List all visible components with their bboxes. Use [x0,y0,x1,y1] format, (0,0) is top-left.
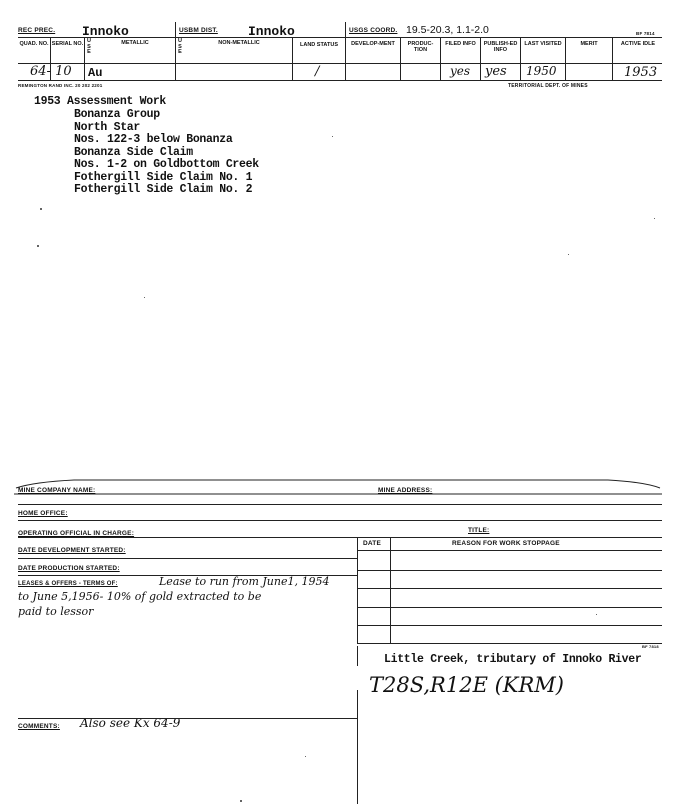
prod-started-label: DATE PRODUCTION STARTED: [18,565,120,572]
stray-mark [240,800,242,802]
col-active-idle: ACTIVE IDLE [620,41,656,47]
stray-mark [40,208,42,210]
usbm-dist-value: Innoko [248,24,295,39]
col-land-status: LAND STATUS [300,42,338,48]
metallic-value: Au [88,66,103,80]
col-published-info: PUBLISH-ED INFO [483,41,518,53]
table-row [357,550,662,551]
col-quad-no: QUAD. NO. [19,41,49,47]
leases-label: LEASES & OFFERS - TERMS OF: [18,581,118,587]
body-title: 1953 Assessment Work [34,95,167,108]
mine-address-label: MINE ADDRESS: [378,487,433,494]
col-production: PRODUC-TION [407,41,434,53]
table-row [357,625,662,626]
form-number-2: BF 7818 [642,644,659,649]
rec-prec-value: Innoko [82,24,129,39]
divider [18,520,662,521]
list-item: Bonanza Group [74,108,160,121]
table-row [357,607,662,608]
printer-note: REMINGTON RAND INC. 20 202 2201 [18,83,103,88]
form-divider [357,646,358,666]
leases-line-1: Lease to run from June1, 1954 [159,575,330,588]
last-visited-value: 1950 [526,64,557,78]
usgs-coord-label: USGS COORD. [349,27,398,34]
form-top-border [14,476,662,496]
table-divider [390,537,391,644]
stray-mark [596,614,597,615]
stray-mark [568,254,569,255]
divider [18,558,357,559]
table-row [357,588,662,589]
col-use-code-nonmetallic: U S E [178,38,182,55]
township-note: T28S,R12E (KRM) [369,673,564,697]
land-status-value: / [315,64,320,79]
col-filed-info: FILED INFO [445,41,476,47]
operating-official-label: OPERATING OFFICIAL IN CHARGE: [18,530,135,537]
quad-serial-value: 64- 10 [30,64,72,79]
title-label: TITLE: [468,527,490,534]
usgs-coord-value: 19.5-20.3, 1.1-2.0 [406,24,489,36]
form-number: BF 7814 [636,31,655,36]
divider [18,504,662,505]
department-label: TERRITORIAL DEPT. OF MINES [508,83,588,89]
active-idle-value: 1953 [624,65,658,80]
reason-column-header: REASON FOR WORK STOPPAGE [452,540,560,547]
list-item: North Star [74,120,141,134]
home-office-label: HOME OFFICE: [18,510,68,517]
divider [18,537,662,538]
col-development: DEVELOP-MENT [351,41,395,47]
list-item: Fothergill Side Claim No. 1 [74,170,253,184]
col-serial-no: SERIAL NO. [51,41,84,47]
col-non-metallic: NON-METALLIC [218,40,260,46]
mine-company-label: MINE COMPANY NAME: [18,487,96,494]
col-merit: MERIT [580,41,598,47]
dev-started-label: DATE DEVELOPMENT STARTED: [18,547,126,554]
rec-prec-label: REC PREC. [18,27,56,34]
list-item: Nos. 1-2 on Goldbottom Creek [74,158,259,171]
table-row [357,643,662,644]
stray-mark [654,218,655,219]
list-item: Nos. 122-3 below Bonanza [74,133,233,146]
col-last-visited: LAST VISITED [524,41,562,47]
filed-info-value: yes [450,64,471,78]
location-note: Little Creek, tributary of Innoko River [384,653,642,666]
divider [18,718,357,719]
table-row [357,570,662,571]
stray-mark [305,756,306,757]
stray-mark [144,297,145,298]
date-column-header: DATE [363,540,382,547]
published-info-value: yes [485,64,507,79]
body-list [74,109,259,197]
list-item: Bonanza Side Claim [74,145,193,159]
comments-label: COMMENTS: [18,723,60,730]
stray-mark [332,136,333,137]
col-metallic: METALLIC [121,40,149,46]
leases-line-2: to June 5,1956- 10% of gold extracted to be [18,590,262,603]
leases-line-3: paid to lessor [18,605,94,618]
stray-mark [37,245,39,247]
col-use-code-metallic: U S E [87,38,91,55]
usbm-dist-label: USBM DIST. [179,27,218,34]
comments-value: Also see Kx 64-9 [80,716,181,730]
table-divider [357,537,358,644]
form-divider [357,690,358,804]
list-item: Fothergill Side Claim No. 2 [74,183,253,196]
